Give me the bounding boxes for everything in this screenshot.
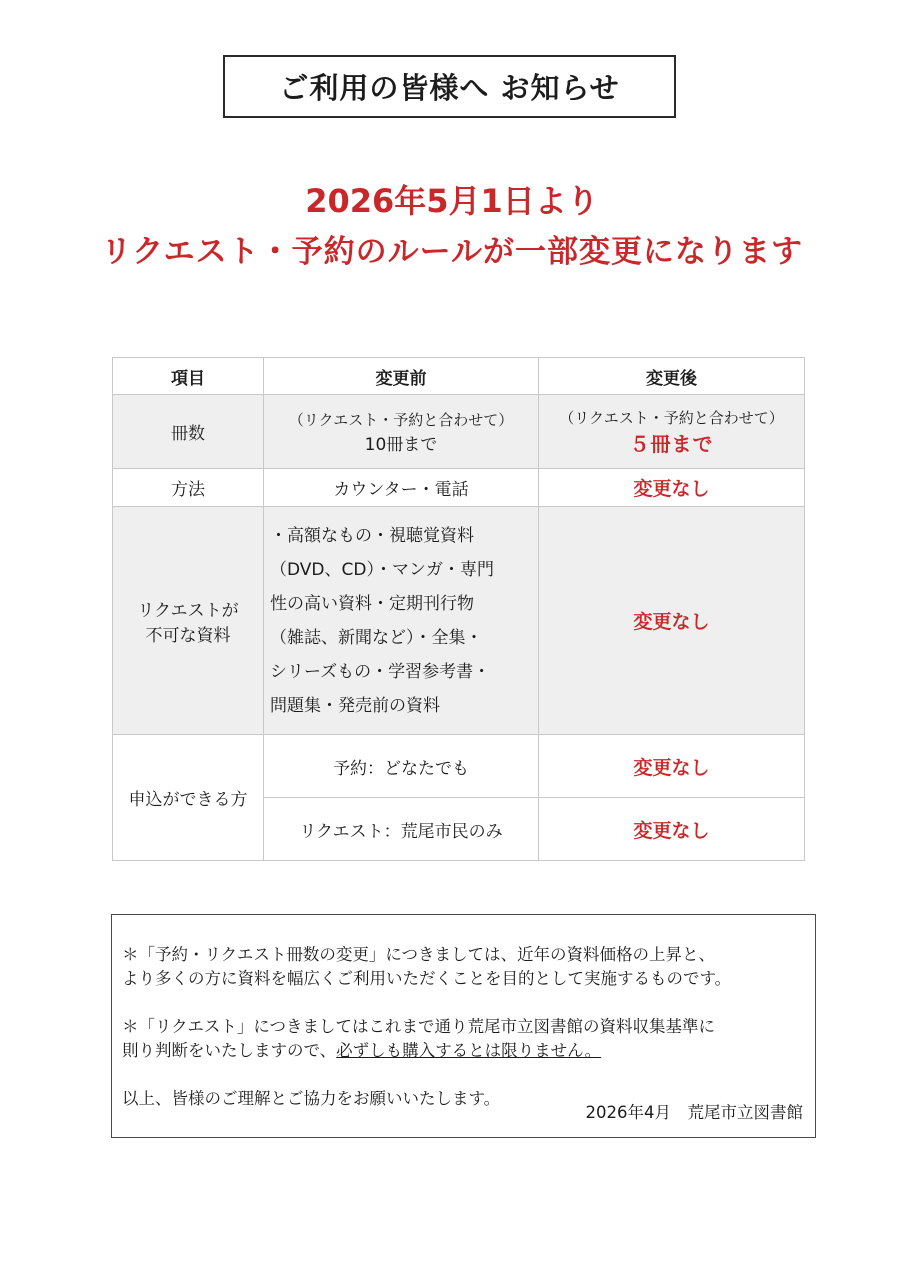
- count-after-note: （リクエスト・予約と合わせて）: [559, 408, 784, 427]
- item-applicants: 申込ができる方: [113, 735, 264, 861]
- excluded-line: ・高額なもの・視聴覚資料: [270, 525, 474, 546]
- reserve-before: 予約：どなたでも: [264, 735, 539, 798]
- note1-line1: ＊「予約・リクエスト冊数の変更」につきましては、近年の資料価格の上昇と、: [122, 945, 716, 964]
- item-method: 方法: [113, 469, 264, 507]
- notes-box: [111, 914, 816, 1138]
- change-announcement-headline: リクエスト・予約のルールが一部変更になります: [100, 234, 804, 270]
- signature: 2026年4月 荒尾市立図書館: [585, 1103, 803, 1122]
- header-before: 変更前: [264, 358, 539, 395]
- item-excluded-line2: 不可な資料: [145, 625, 231, 646]
- note2-line1: ＊「リクエスト」につきましてはこれまで通り荒尾市立図書館の資料収集基準に: [122, 1017, 716, 1036]
- item-excluded-line1: リクエストが: [137, 600, 239, 621]
- effective-date-headline: 2026年5月1日より: [305, 182, 599, 220]
- closing-text: 以上、皆様のご理解とご協力をお願いいたします。: [122, 1089, 501, 1108]
- note1-line2: より多くの方に資料を幅広くご利用いただくことを目的として実施するものです。: [122, 969, 732, 988]
- item-count: 冊数: [113, 395, 264, 469]
- method-after: 変更なし: [539, 469, 805, 507]
- excluded-line: （雑誌、新聞など）・全集・: [270, 627, 483, 648]
- table-header-row: [113, 358, 805, 395]
- table-row-reserve: [113, 735, 805, 798]
- excluded-after: 変更なし: [539, 507, 805, 735]
- count-before-note: （リクエスト・予約と合わせて）: [288, 410, 514, 429]
- excluded-line: 性の高い資料・定期刊行物: [270, 593, 474, 614]
- notice-title: ご利用の皆様へ お知らせ: [223, 55, 676, 118]
- note2-line2: [122, 1039, 815, 1063]
- reserve-after: 変更なし: [539, 735, 805, 798]
- method-before: カウンター・電話: [264, 469, 539, 507]
- note2-line2-prefix: 則り判断をいたしますので、: [122, 1041, 337, 1060]
- count-after-value: ５冊まで: [629, 431, 714, 456]
- item-excluded: [113, 507, 264, 735]
- count-after-cell: [539, 395, 805, 469]
- table-row-method: [113, 469, 805, 507]
- rules-comparison-table: [112, 357, 805, 861]
- count-before-value: 10冊まで: [364, 434, 438, 455]
- header-after: 変更後: [539, 358, 805, 395]
- note2-line2-emphasis: 必ずしも購入するとは限りません。: [336, 1041, 602, 1060]
- request-before: リクエスト：荒尾市民のみ: [264, 798, 539, 861]
- excluded-line: シリーズもの・学習参考書・: [270, 661, 491, 682]
- excluded-line: 問題集・発売前の資料: [270, 695, 440, 716]
- table-row-count: [113, 395, 805, 469]
- count-before-cell: [264, 395, 539, 469]
- header-item: 項目: [113, 358, 264, 395]
- table-row-excluded: [113, 507, 805, 735]
- excluded-line: （DVD、CD）・マンガ・専門: [270, 559, 494, 580]
- request-after: 変更なし: [539, 798, 805, 861]
- excluded-before-list: [264, 507, 539, 735]
